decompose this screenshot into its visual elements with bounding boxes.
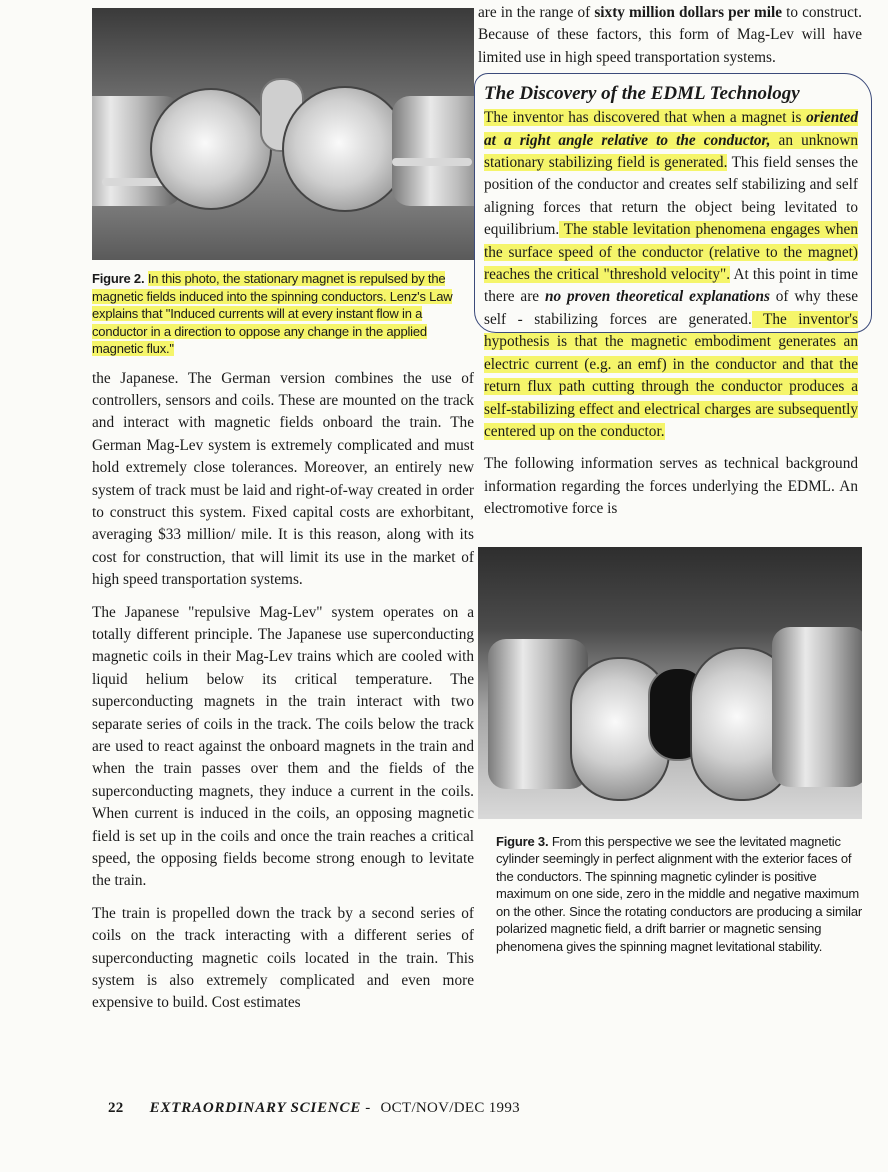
shaft-right	[392, 158, 472, 166]
section-paragraph-1: The inventor has discovered that when a magnet is oriented at a right angle relative to the conductor, an unknown stationary stabilizing field is generated. This field senses the position of the conductor and creates self stabilizing and self aligning forces that return the object being levitated to equilibrium. The stable levitation phenomena engages when the surface speed of the conductor (relative to the magnet) reaches the critical "threshold velocity". At this point in time there are no proven theoretical explanations of why these self - stabilizing forces are generated. The inventor's hypothesis is that the magnetic embodiment generates an electric current (e.g. an emf) in the conductor and that the return flux path cutting through the conductor produces a self-stabilizing effect and electrical charges are subsequently centered up on the conductor.	[484, 109, 859, 440]
issue-date: OCT/NOV/DEC 1993	[380, 1100, 520, 1116]
section-heading: The Discovery of the EDML Technology	[484, 83, 800, 105]
edml-section	[478, 77, 862, 522]
figure-3-label: Figure 3.	[496, 833, 549, 849]
left-paragraph-1: the Japanese. The German version combines the use of controllers, sensors and coils. These are mounted on the track and interact with magnetic fields onboard the train. The German Mag-Lev system is extremely complicated and must hold extremely close tolerances. Moreover, an entirely new system of track must be laid and right-of-way created in order to construct this system. Fixed capital costs are exhorbitant, averaging $33 million/ mile. It is this reason, along with its cost for construction, that will limit its use in the market of high speed transportation systems.	[92, 369, 474, 589]
publication-name: EXTRAORDINARY SCIENCE	[149, 1100, 362, 1116]
no-proven-emphasis: no proven theoretical explanations	[544, 288, 770, 306]
figure-3-caption-text: From this perspective we see the levitated magnetic cylinder seemingly in perfect alignment with the exterior faces of the conductors. The spinning magnetic cylinder is positive maximum on one side, zero in the middle and negative maximum on the other. Since the rotating conductors are producing a similar polarized magnetic field, a drift barrier or magnetic sensing phenomena gives the spinning magnet levitational stability.	[496, 833, 862, 954]
footer-separator: -	[365, 1100, 371, 1116]
section-paragraph-2: The following information serves as technical background information regarding the forces underlying the EDML. An electromotive force is	[484, 455, 858, 518]
figure-2-label: Figure 2.	[92, 271, 145, 286]
page-footer	[108, 1100, 520, 1117]
left-column	[92, 8, 474, 1015]
figure-2-photo	[92, 8, 474, 260]
motor-right	[772, 627, 862, 787]
figure-2-caption	[92, 270, 474, 358]
conductor-disc-right	[282, 86, 408, 212]
figure-3-caption	[478, 833, 862, 956]
page-number: 22	[108, 1100, 124, 1116]
motor-right	[392, 96, 474, 206]
left-paragraph-2: The Japanese "repulsive Mag-Lev" system operates on a totally different principle. The Japanese use superconducting magnetic coils in their Mag-Lev trains which are cooled with liquid helium below its critical temperature. The superconducting magnets in the train interact with two separate series of coils in the track. The coils below the track are used to react against the onboard magnets in the train and when the train passes over them and the fields of the superconducting magnets, they induce a current in the coils. When current is induced in the coils, an opposing magnetic field is set up in the coils and once the train reaches a critical speed, the opposing fields become strong enough to levitate the train.	[92, 603, 474, 890]
left-paragraph-3: The train is propelled down the track by a second series of coils on the track interacting with a different series of superconducting magnetic coils located in the train. This system is also extremely complicated and even more expensive to build. Cost estimates	[92, 904, 474, 1012]
right-column	[478, 2, 862, 955]
cost-emphasis: sixty million dollars per mile	[594, 4, 783, 21]
conductor-disc-left	[150, 88, 272, 210]
figure-3-photo	[478, 547, 862, 819]
figure-2-caption-text: In this photo, the stationary magnet is repulsed by the magnetic fields induced into the spinning conductors. Lenz's Law explains that "Induced currents will at every instant flow in a conductor in a direction to oppose any change in the applied magnetic flux."	[92, 271, 453, 356]
right-intro-paragraph: are in the range of sixty million dollars per mile to construct. Because of these factors, this form of Mag-Lev will have limited use in high speed transportation systems.	[478, 4, 862, 66]
right-angle-emphasis: oriented at a right angle relative to the conductor,	[484, 109, 858, 149]
